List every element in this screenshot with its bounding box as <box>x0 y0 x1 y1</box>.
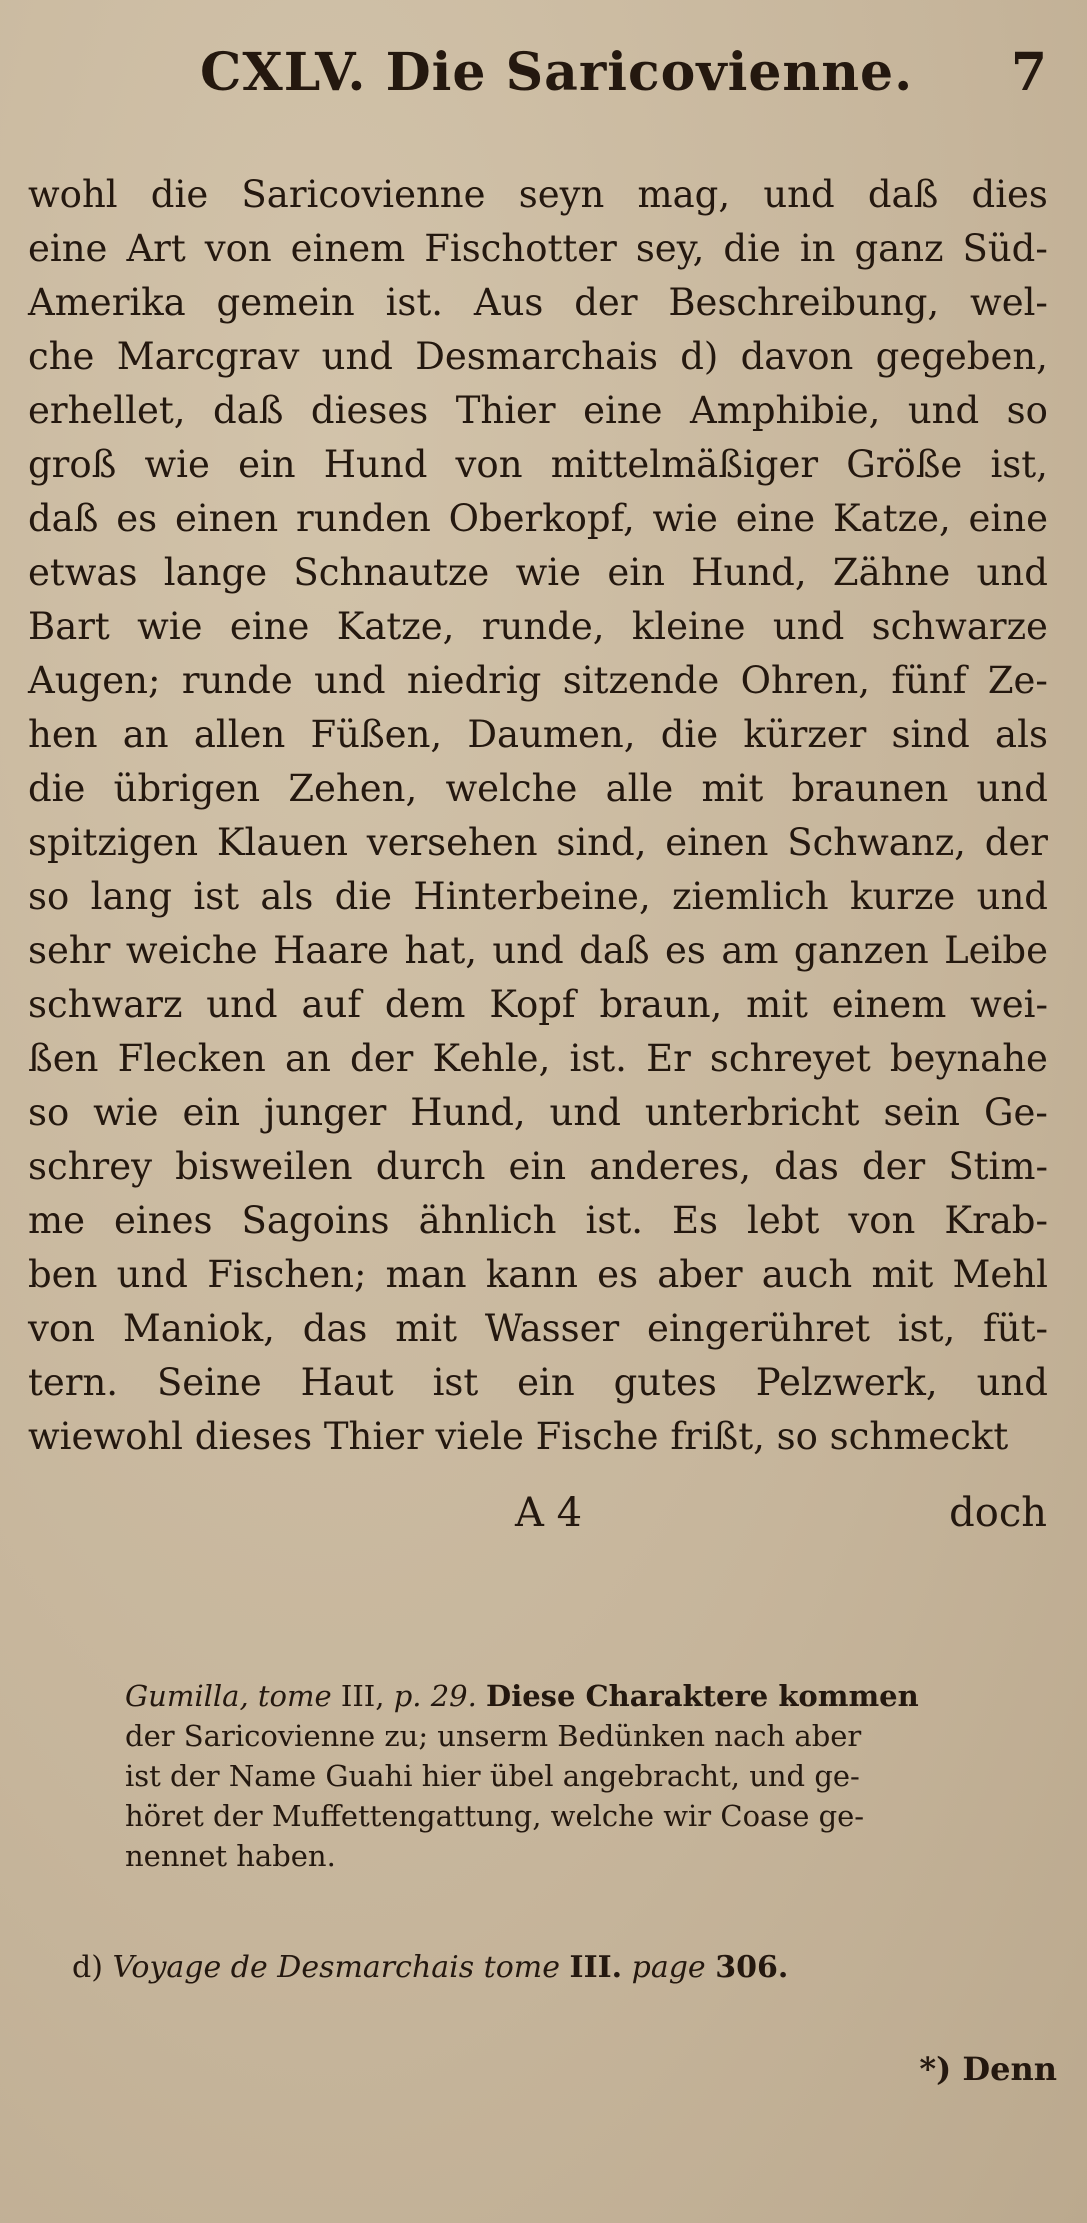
word: davon <box>740 335 854 378</box>
word: Amphibie, <box>690 389 881 432</box>
word: ben <box>28 1253 98 1296</box>
word: braun, <box>599 983 723 1026</box>
word: Zähne <box>832 551 951 594</box>
word: und <box>492 929 564 972</box>
word: groß <box>28 443 117 486</box>
bottom-catchword: *) Denn <box>919 2050 1057 2088</box>
word: Wasser <box>484 1307 620 1350</box>
body-line <box>28 1356 1048 1410</box>
word: durch <box>375 1145 486 1188</box>
word: ßen <box>28 1037 99 1080</box>
word: Klauen <box>216 821 348 864</box>
word: es <box>665 929 706 972</box>
word: Hund, <box>691 551 807 594</box>
word: dies <box>971 173 1048 216</box>
word: und <box>976 875 1048 918</box>
body-line <box>28 1086 1048 1140</box>
word: fünf <box>891 659 967 702</box>
word: unterbricht <box>644 1091 860 1134</box>
word: gemein <box>216 281 355 324</box>
word: weiche <box>125 929 258 972</box>
word: ist <box>193 875 240 918</box>
word: Pelzwerk, <box>755 1361 938 1404</box>
word: eine <box>968 497 1048 540</box>
word: ein <box>182 1091 241 1134</box>
word: runde, <box>481 605 605 648</box>
word: wie <box>652 497 718 540</box>
word: Haut <box>300 1361 394 1404</box>
word: sein <box>883 1091 961 1134</box>
word: ähnlich <box>418 1199 557 1242</box>
word: wohl <box>28 173 118 216</box>
word: und <box>116 1253 188 1296</box>
word: Hund <box>323 443 428 486</box>
word: tern. <box>28 1361 119 1404</box>
word: Zehen, <box>288 767 418 810</box>
word: Art <box>126 227 186 270</box>
word: die <box>723 227 781 270</box>
word: eine <box>28 227 108 270</box>
word: der <box>984 821 1048 864</box>
word: füt- <box>983 1307 1048 1350</box>
word: Katze, <box>833 497 951 540</box>
word: und <box>763 173 835 216</box>
word: daß <box>28 497 99 540</box>
word: eine <box>735 497 816 540</box>
word: und <box>772 605 845 648</box>
word: welche <box>445 767 578 810</box>
word: Bart <box>28 605 110 648</box>
word: es <box>116 497 158 540</box>
footnote-d <box>72 1950 788 1985</box>
footnote-ref-volume: III, <box>331 1679 394 1713</box>
word: ein <box>517 1361 575 1404</box>
body-line <box>28 600 1048 654</box>
word: versehen <box>366 821 538 864</box>
body-line <box>28 168 1048 222</box>
body-line <box>28 1140 1048 1194</box>
word: ist <box>432 1361 479 1404</box>
word: schwarz <box>28 983 183 1026</box>
word: sey, <box>635 227 705 270</box>
footnote-line <box>30 1676 1060 1716</box>
word: so <box>1006 389 1048 432</box>
word: allen <box>193 713 286 756</box>
word: junger <box>263 1091 387 1134</box>
word: spitzigen <box>28 821 199 864</box>
word: erhellet, <box>28 389 186 432</box>
signature-line <box>0 1490 1087 1550</box>
word: Beschreibung, <box>668 281 940 324</box>
word: Kehle, <box>432 1037 551 1080</box>
word: Es <box>672 1199 719 1242</box>
word: an <box>122 713 169 756</box>
word: wie <box>144 443 210 486</box>
signature-mark: A 4 <box>515 1490 583 1536</box>
word: wie <box>515 551 582 594</box>
word: kann <box>485 1253 578 1296</box>
word: wie <box>137 605 203 648</box>
footnote-line: ist der Name Guahi hier übel angebracht, und ge- <box>125 1759 860 1793</box>
word: und <box>314 659 386 702</box>
word: Hinterbeine, <box>413 875 651 918</box>
word: Schwanz, <box>787 821 966 864</box>
word: sitzende <box>562 659 720 702</box>
footnote-line: der Saricovienne zu; unserm Bedünken nach aber <box>125 1719 862 1753</box>
footnote-d-page-label: page <box>631 1950 706 1985</box>
word: etwas <box>28 551 138 594</box>
word: einem <box>290 227 406 270</box>
word: und <box>549 1091 621 1134</box>
word: und <box>907 389 980 432</box>
word: eines <box>114 1199 213 1242</box>
word: ganz <box>854 227 944 270</box>
word: ein <box>607 551 665 594</box>
body-line <box>28 222 1048 276</box>
word: so <box>28 1091 70 1134</box>
chapter-title: CXLV. Die Saricovienne. <box>200 42 914 103</box>
word: ziemlich <box>672 875 829 918</box>
word: eingerühret <box>647 1307 870 1350</box>
word: wie <box>93 1091 159 1134</box>
word: niedrig <box>406 659 542 702</box>
word: hat, <box>404 929 477 972</box>
word: Leibe <box>944 929 1048 972</box>
word: Seine <box>156 1361 262 1404</box>
body-line <box>28 384 1048 438</box>
body-line <box>28 546 1048 600</box>
word: sind <box>891 713 970 756</box>
word: Mehl <box>952 1253 1048 1296</box>
word: alle <box>605 767 674 810</box>
word: ist. <box>569 1037 627 1080</box>
word: sehr <box>28 929 111 972</box>
word: der <box>861 1145 926 1188</box>
footnote-line: nennet haben. <box>125 1839 336 1873</box>
word: und <box>206 983 278 1026</box>
word: me <box>28 1199 85 1242</box>
body-line <box>28 978 1048 1032</box>
word: der <box>350 1037 414 1080</box>
word: Krab- <box>944 1199 1048 1242</box>
word: mit <box>701 767 764 810</box>
word: ist. <box>585 1199 643 1242</box>
word: Fischotter <box>424 227 617 270</box>
word: die <box>334 875 393 918</box>
word: gutes <box>613 1361 717 1404</box>
body-line <box>28 708 1048 762</box>
footnote-ref-title: Gumilla, tome <box>125 1679 332 1713</box>
word: Daumen, <box>467 713 636 756</box>
word: Schnautze <box>293 551 490 594</box>
word: eine <box>229 605 310 648</box>
word: wel- <box>970 281 1048 324</box>
word: ein <box>508 1145 567 1188</box>
footnote-d-marker: d) <box>72 1950 103 1985</box>
word: runden <box>296 497 431 540</box>
word: seyn <box>518 173 605 216</box>
word: übrigen <box>113 767 261 810</box>
word: Oberkopf, <box>448 497 635 540</box>
word: einem <box>831 983 947 1026</box>
word: ist, <box>990 443 1048 486</box>
word: und <box>321 335 393 378</box>
footnote-d-page-number: 306. <box>715 1950 789 1985</box>
word: Hund, <box>410 1091 526 1134</box>
word: Füßen, <box>310 713 443 756</box>
body-line <box>28 1248 1048 1302</box>
word: schrey <box>28 1145 153 1188</box>
word: am <box>721 929 779 972</box>
body-line <box>28 762 1048 816</box>
word: einen <box>174 497 279 540</box>
body-line <box>28 816 1048 870</box>
footnote-line: höret der Muffettengattung, welche wir Coase ge- <box>125 1799 865 1833</box>
word: kürzer <box>743 713 867 756</box>
word: Katze, <box>336 605 455 648</box>
word: Ohren, <box>740 659 870 702</box>
word: und <box>976 767 1048 810</box>
word: und <box>976 551 1048 594</box>
word: Marcgrav <box>116 335 300 378</box>
body-line <box>28 654 1048 708</box>
word: Fischen; <box>207 1253 367 1296</box>
word: Flecken <box>117 1037 266 1080</box>
word: Sagoins <box>241 1199 390 1242</box>
word: von <box>204 227 272 270</box>
word: von <box>28 1307 96 1350</box>
word: Süd- <box>962 227 1048 270</box>
word: auf <box>301 983 362 1026</box>
word: mit <box>746 983 808 1026</box>
word: und <box>976 1361 1048 1404</box>
word: Thier <box>455 389 556 432</box>
word: Desmarchais <box>415 335 659 378</box>
body-line <box>28 438 1048 492</box>
word: wei- <box>970 983 1048 1026</box>
footnote-d-volume: III. <box>569 1950 623 1985</box>
word: die <box>660 713 719 756</box>
word: mit <box>395 1307 458 1350</box>
word: es <box>597 1253 639 1296</box>
word: das <box>302 1307 368 1350</box>
word: von <box>848 1199 916 1242</box>
word: kurze <box>849 875 956 918</box>
body-line <box>28 330 1048 384</box>
footnote-line-text: Diese Charaktere kommen <box>486 1679 919 1713</box>
word: an <box>285 1037 331 1080</box>
word: runde <box>181 659 293 702</box>
footnote-d-title: Voyage de Desmarchais tome <box>112 1950 560 1985</box>
running-head <box>0 42 1087 112</box>
body-line <box>28 1032 1048 1086</box>
word: Saricovienne <box>241 173 486 216</box>
word: hen <box>28 713 98 756</box>
word: daß <box>867 173 939 216</box>
page-number: 7 <box>1010 42 1047 103</box>
footnote-star <box>30 1676 1060 1876</box>
word: gegeben, <box>875 335 1048 378</box>
word: Amerika <box>28 281 186 324</box>
word: mit <box>871 1253 934 1296</box>
word: man <box>385 1253 467 1296</box>
word: Haare <box>273 929 390 972</box>
word: dieses <box>310 389 429 432</box>
word: in <box>799 227 836 270</box>
word: Kopf <box>489 983 576 1026</box>
word: so <box>28 875 70 918</box>
footnote-ref-page: p. 29. <box>393 1679 477 1713</box>
word: ist, <box>897 1307 956 1350</box>
word: einen <box>665 821 769 864</box>
word: kleine <box>631 605 746 648</box>
word: d) <box>680 335 719 378</box>
word: che <box>28 335 95 378</box>
word: Ze- <box>987 659 1048 702</box>
word: sind, <box>556 821 647 864</box>
word: als <box>260 875 314 918</box>
body-line: wiewohl dieses Thier viele Fische frißt, so schmeckt <box>28 1415 1009 1458</box>
word: schreyet <box>709 1037 871 1080</box>
word: daß <box>212 389 284 432</box>
word: Ge- <box>983 1091 1048 1134</box>
body-line <box>28 492 1048 546</box>
word: der <box>574 281 638 324</box>
body-line <box>28 1194 1048 1248</box>
word: von <box>455 443 523 486</box>
word: Stim- <box>948 1145 1048 1188</box>
word: auch <box>761 1253 853 1296</box>
body-line <box>28 1302 1048 1356</box>
word: Größe <box>846 443 963 486</box>
word: bisweilen <box>175 1145 353 1188</box>
word: ganzen <box>793 929 929 972</box>
word: braunen <box>791 767 949 810</box>
word: Augen; <box>28 659 161 702</box>
body-line <box>28 276 1048 330</box>
word: ein <box>238 443 296 486</box>
word: mittelmäßiger <box>550 443 819 486</box>
word: lange <box>163 551 268 594</box>
word: ist. <box>385 281 444 324</box>
word: Maniok, <box>122 1307 275 1350</box>
word: lang <box>90 875 173 918</box>
body-text <box>28 168 1048 1464</box>
body-line <box>28 924 1048 978</box>
word: die <box>150 173 209 216</box>
word: dem <box>384 983 466 1026</box>
body-line <box>28 870 1048 924</box>
word: Er <box>646 1037 691 1080</box>
word: aber <box>657 1253 743 1296</box>
word: schwarze <box>871 605 1048 648</box>
word: anderes, <box>589 1145 752 1188</box>
word: als <box>995 713 1048 756</box>
word: lebt <box>747 1199 820 1242</box>
word: das <box>774 1145 839 1188</box>
word: eine <box>583 389 663 432</box>
word: mag, <box>637 173 731 216</box>
word: beynahe <box>889 1037 1048 1080</box>
word: die <box>28 767 86 810</box>
word: Aus <box>473 281 544 324</box>
catchword: doch <box>949 1490 1047 1536</box>
word: daß <box>579 929 650 972</box>
